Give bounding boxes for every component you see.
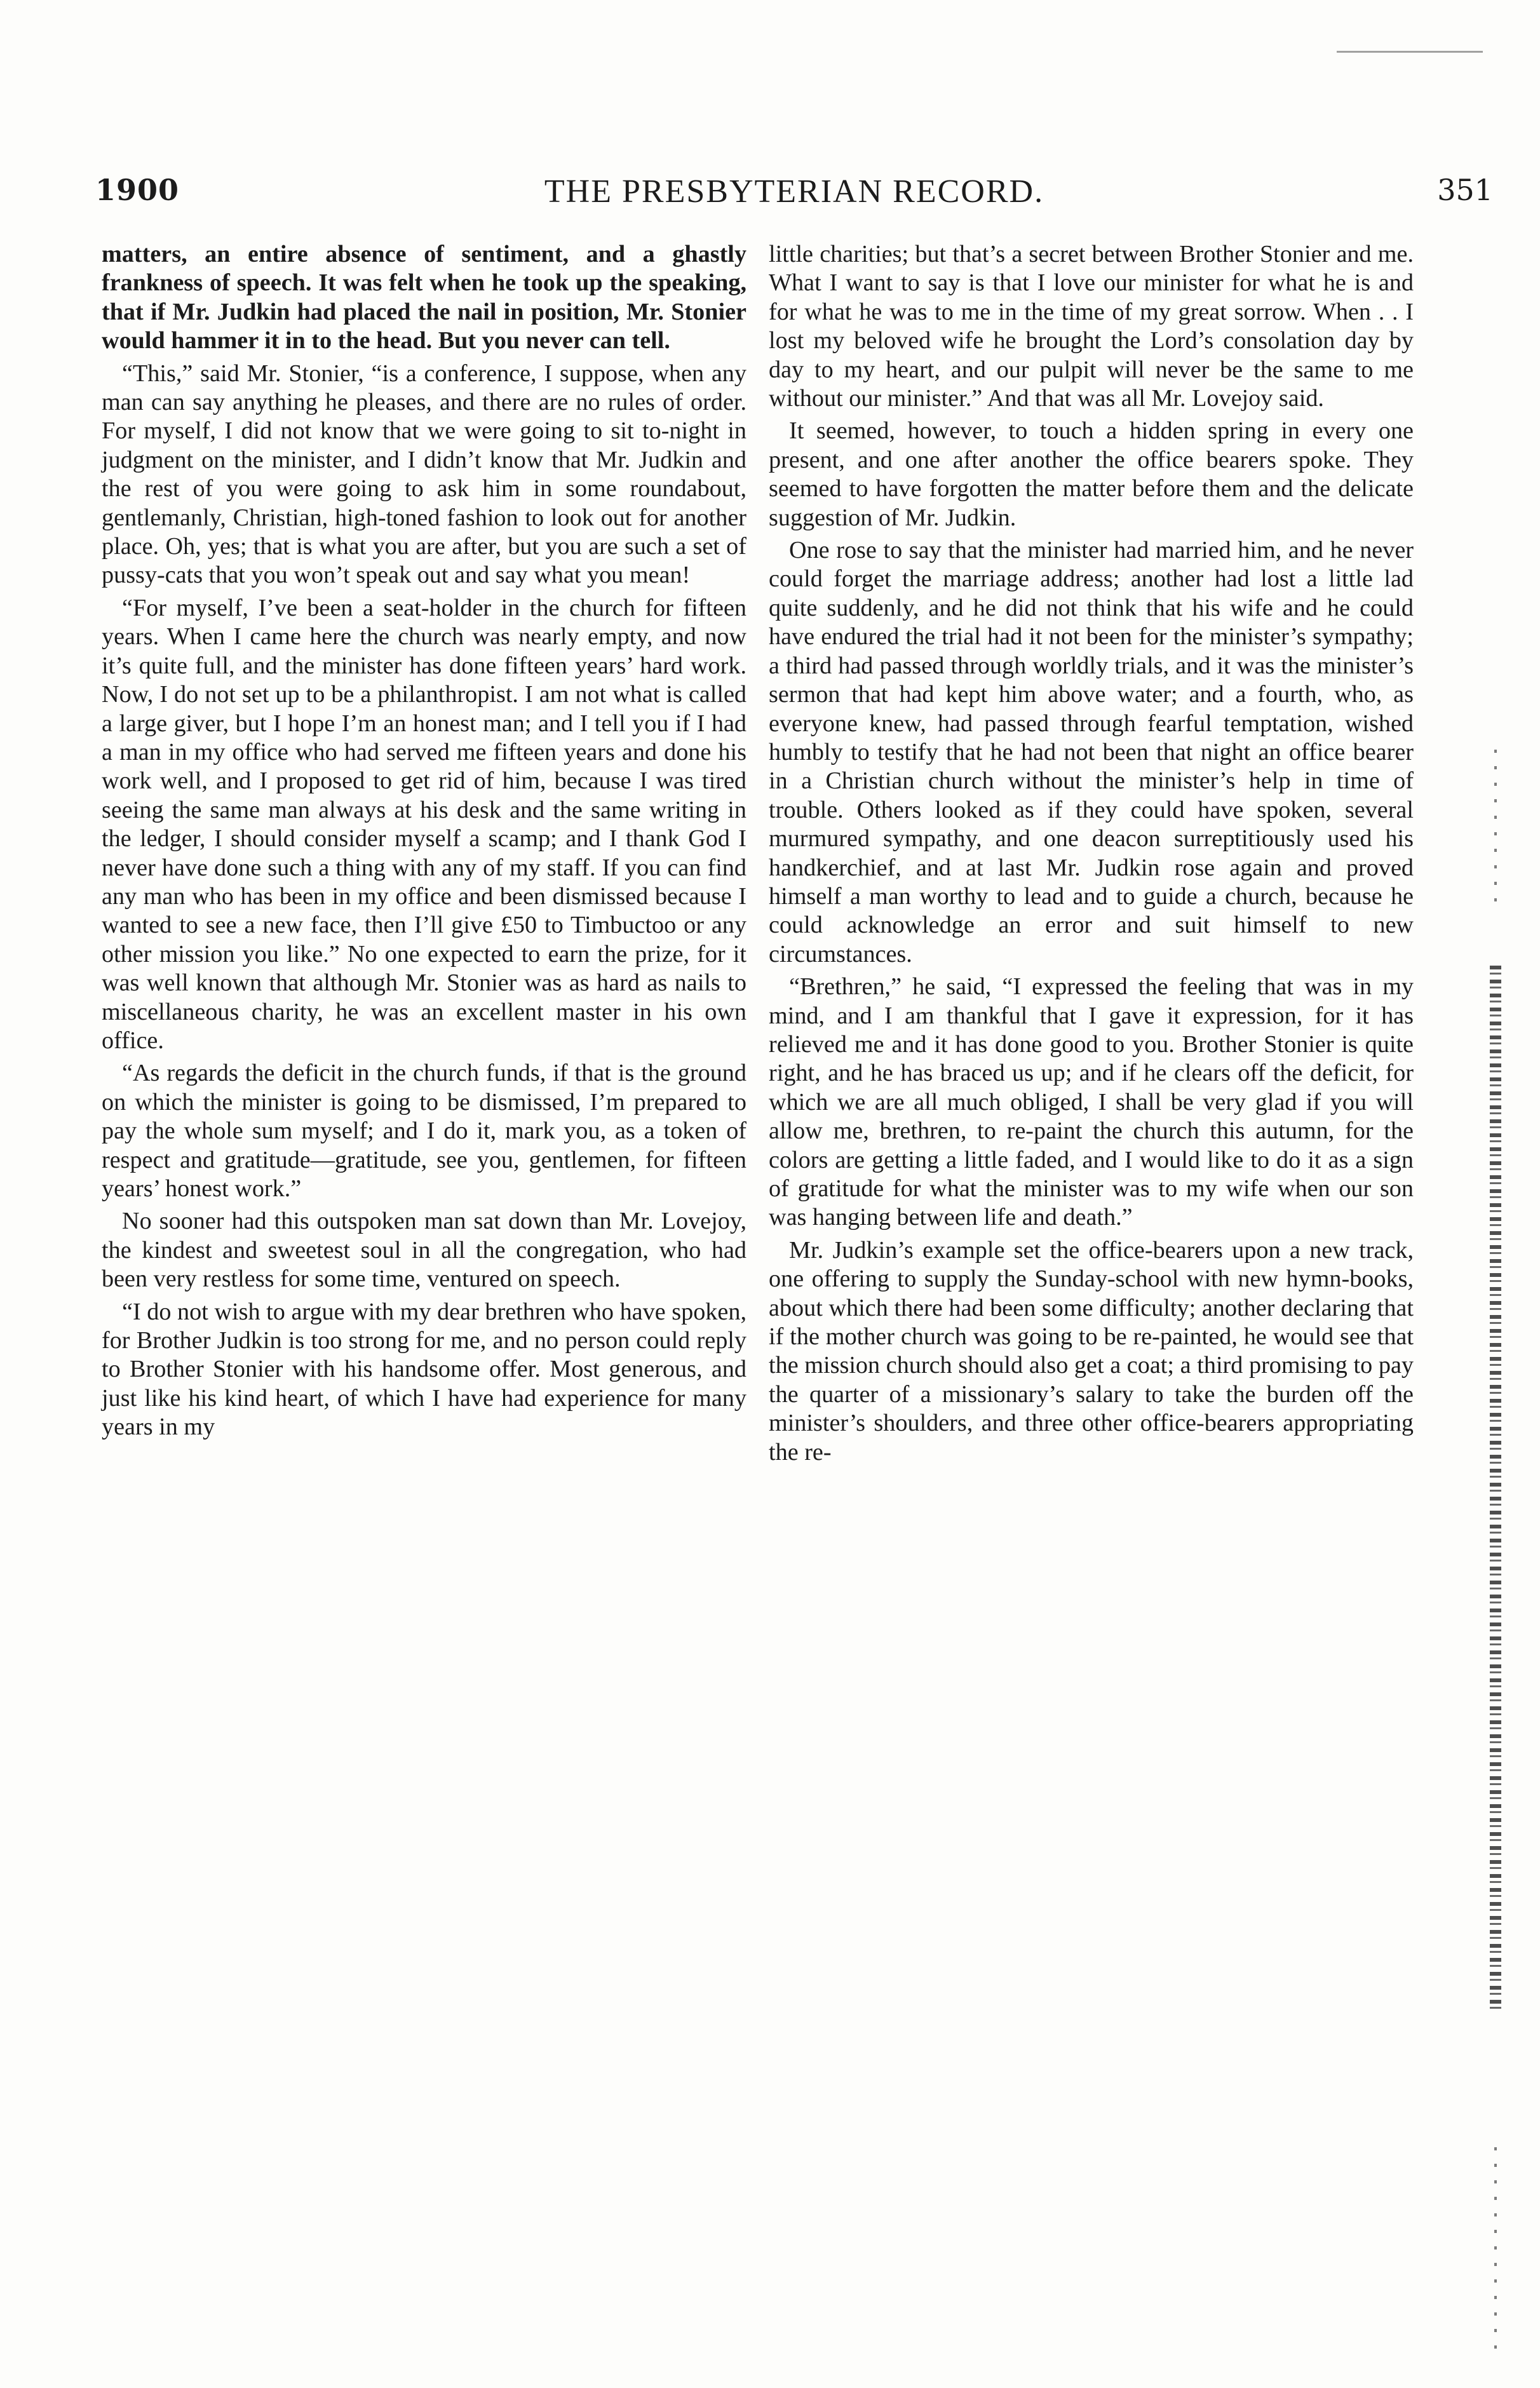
page-header xyxy=(95,173,1493,217)
right-paragraph-3: One rose to say that the minister had married him, and he never could forget the marriage address; another had lost a little lad quite suddenly, and he did not think that his wife and he could have endured the trial had it not been for the minister’s sympathy; a third had passed through worldly trials, and it was the minister’s sermon that had kept him above water; and a fourth, who, as everyone knew, had passed through fearful temptation, wished humbly to testify that he had not been that night an office bearer in a Christian church without the minister’s help in time of trouble. Others looked as if they could have spoken, several murmured sympathy, and one deacon surreptitiously used his handkerchief, and at last Mr. Judkin rose again and proved himself a man worthy to lead and to guide a church, because he could acknowledge an error and suit himself to new circumstances. xyxy=(769,537,1414,968)
left-paragraph-4: “As regards the deficit in the church funds, if that is the ground on which the minister is going to be dismissed, I’m prepared to pay the whole sum myself; and I do it, mark you, as a token of respect and gratitude—gratitude, see you, gentlemen, for fifteen years’ honest work.” xyxy=(102,1060,746,1202)
publication-title: THE PRESBYTERIAN RECORD. xyxy=(544,173,1044,210)
right-paragraph-2: It seemed, however, to touch a hidden spring in every one present, and one after another the office bearers spoke. They seemed to have forgotten the matter before them and the delicate suggestion of Mr. Judkin. xyxy=(769,417,1414,531)
left-paragraph-5: No sooner had this outspoken man sat down than Mr. Lovejoy, the kindest and sweetest soul in all the congregation, who had been very restless for some time, ventured on speech. xyxy=(102,1208,746,1293)
right-paragraph-1: little charities; but that’s a secret between Brother Stonier and me. What I want to say is that I love our minister for what he is and for what he was to me in the time of my great sorrow. When . . I lost my beloved wife he brought the Lord’s consolation day by day to my heart, and our pulpit will never be the same to me without our minister.” And that was all Mr. Lovejoy said. xyxy=(769,241,1414,412)
page-number: 351 xyxy=(1437,173,1493,207)
scan-margin-dots-lower xyxy=(1494,2147,1497,2357)
header-year: 1900 xyxy=(95,173,180,207)
left-paragraph-6: “I do not wish to argue with my dear brethren who have spoken, for Brother Judkin is too strong for me, and no person could reply to Brother Stonier with his handsome offer. Most generous, and just like his kind heart, of which I have had experience for many years in my xyxy=(102,1298,746,1441)
left-paragraph-2: “This,” said Mr. Stonier, “is a conference, I suppose, when any man can say anything he pleases, and there are no rules of order. For myself, I did not know that we were going to sit to-night in judgment on the minister, and I didn’t know that Mr. Judkin and the rest of you were going to ask him in some roundabout, gentlemanly, Christian, high-toned fashion to look out for another place. Oh, yes; that is what you are after, but you are such a set of pussy-cats that you won’t speak out and say what you mean! xyxy=(102,360,746,589)
scan-margin-dots-upper xyxy=(1494,750,1497,915)
left-paragraph-1: matters, an entire absence of sentiment, and a ghastly frankness of speech. It was felt when he took up the speaking, that if Mr. Judkin had placed the nail in position, Mr. Stonier would hammer it in to the head. But you never can tell. xyxy=(102,241,746,354)
right-paragraph-5: Mr. Judkin’s example set the office-bearers upon a new track, one offering to supply the Sunday-school with new hymn-books, about which there had been some difficulty; another declaring that if the mother church was going to be re-painted, he would see that the mission church should also get a coat; a third promising to pay the quarter of a missionary’s salary to take the burden off the minister’s shoulders, and three other office-bearers appropriating the re- xyxy=(769,1236,1414,1466)
right-column xyxy=(769,240,1414,1467)
left-paragraph-3: “For myself, I’ve been a seat-holder in the church for fifteen years. When I came here the church was nearly empty, and now it’s quite full, and the minister has done fifteen years’ hard work. Now, I do not set up to be a philanthropist. I am not what is called a large giver, but I hope I’m an honest man; and I tell you if I had a man in my office who had served me fifteen years and done his work well, and I proposed to get rid of him, because I was tired seeing the same man always at his desk and the same writing in the ledger, I should consider myself a scamp; and I thank God I never have done such a thing with any of my staff. If you can find any man who has been in my office and been dismissed because I wanted to see a new face, then I’ll give £50 to Timbuctoo or any other mission you like.” No one expected to earn the prize, for it was well known that although Mr. Stonier was as hard as nails to miscellaneous charity, he was an excellent master in his own office. xyxy=(102,594,746,1054)
scan-artifact-line xyxy=(1337,51,1483,53)
scan-margin-artifact xyxy=(1490,966,1501,2014)
left-column xyxy=(102,240,746,1442)
right-paragraph-4: “Brethren,” he said, “I expressed the feeling that was in my mind, and I am thankful that I gave it expression, for it has relieved me and it has done good to you. Brother Stonier is quite right, and he has braced us up; and if he clears off the deficit, for which we are all much obliged, I shall be very glad if you will allow me, brethren, to re-paint the church this autumn, for the colors are getting a little faded, and I would like to do it as a sign of gratitude for what the minister was to my wife when our son was hanging between life and death.” xyxy=(769,973,1414,1231)
